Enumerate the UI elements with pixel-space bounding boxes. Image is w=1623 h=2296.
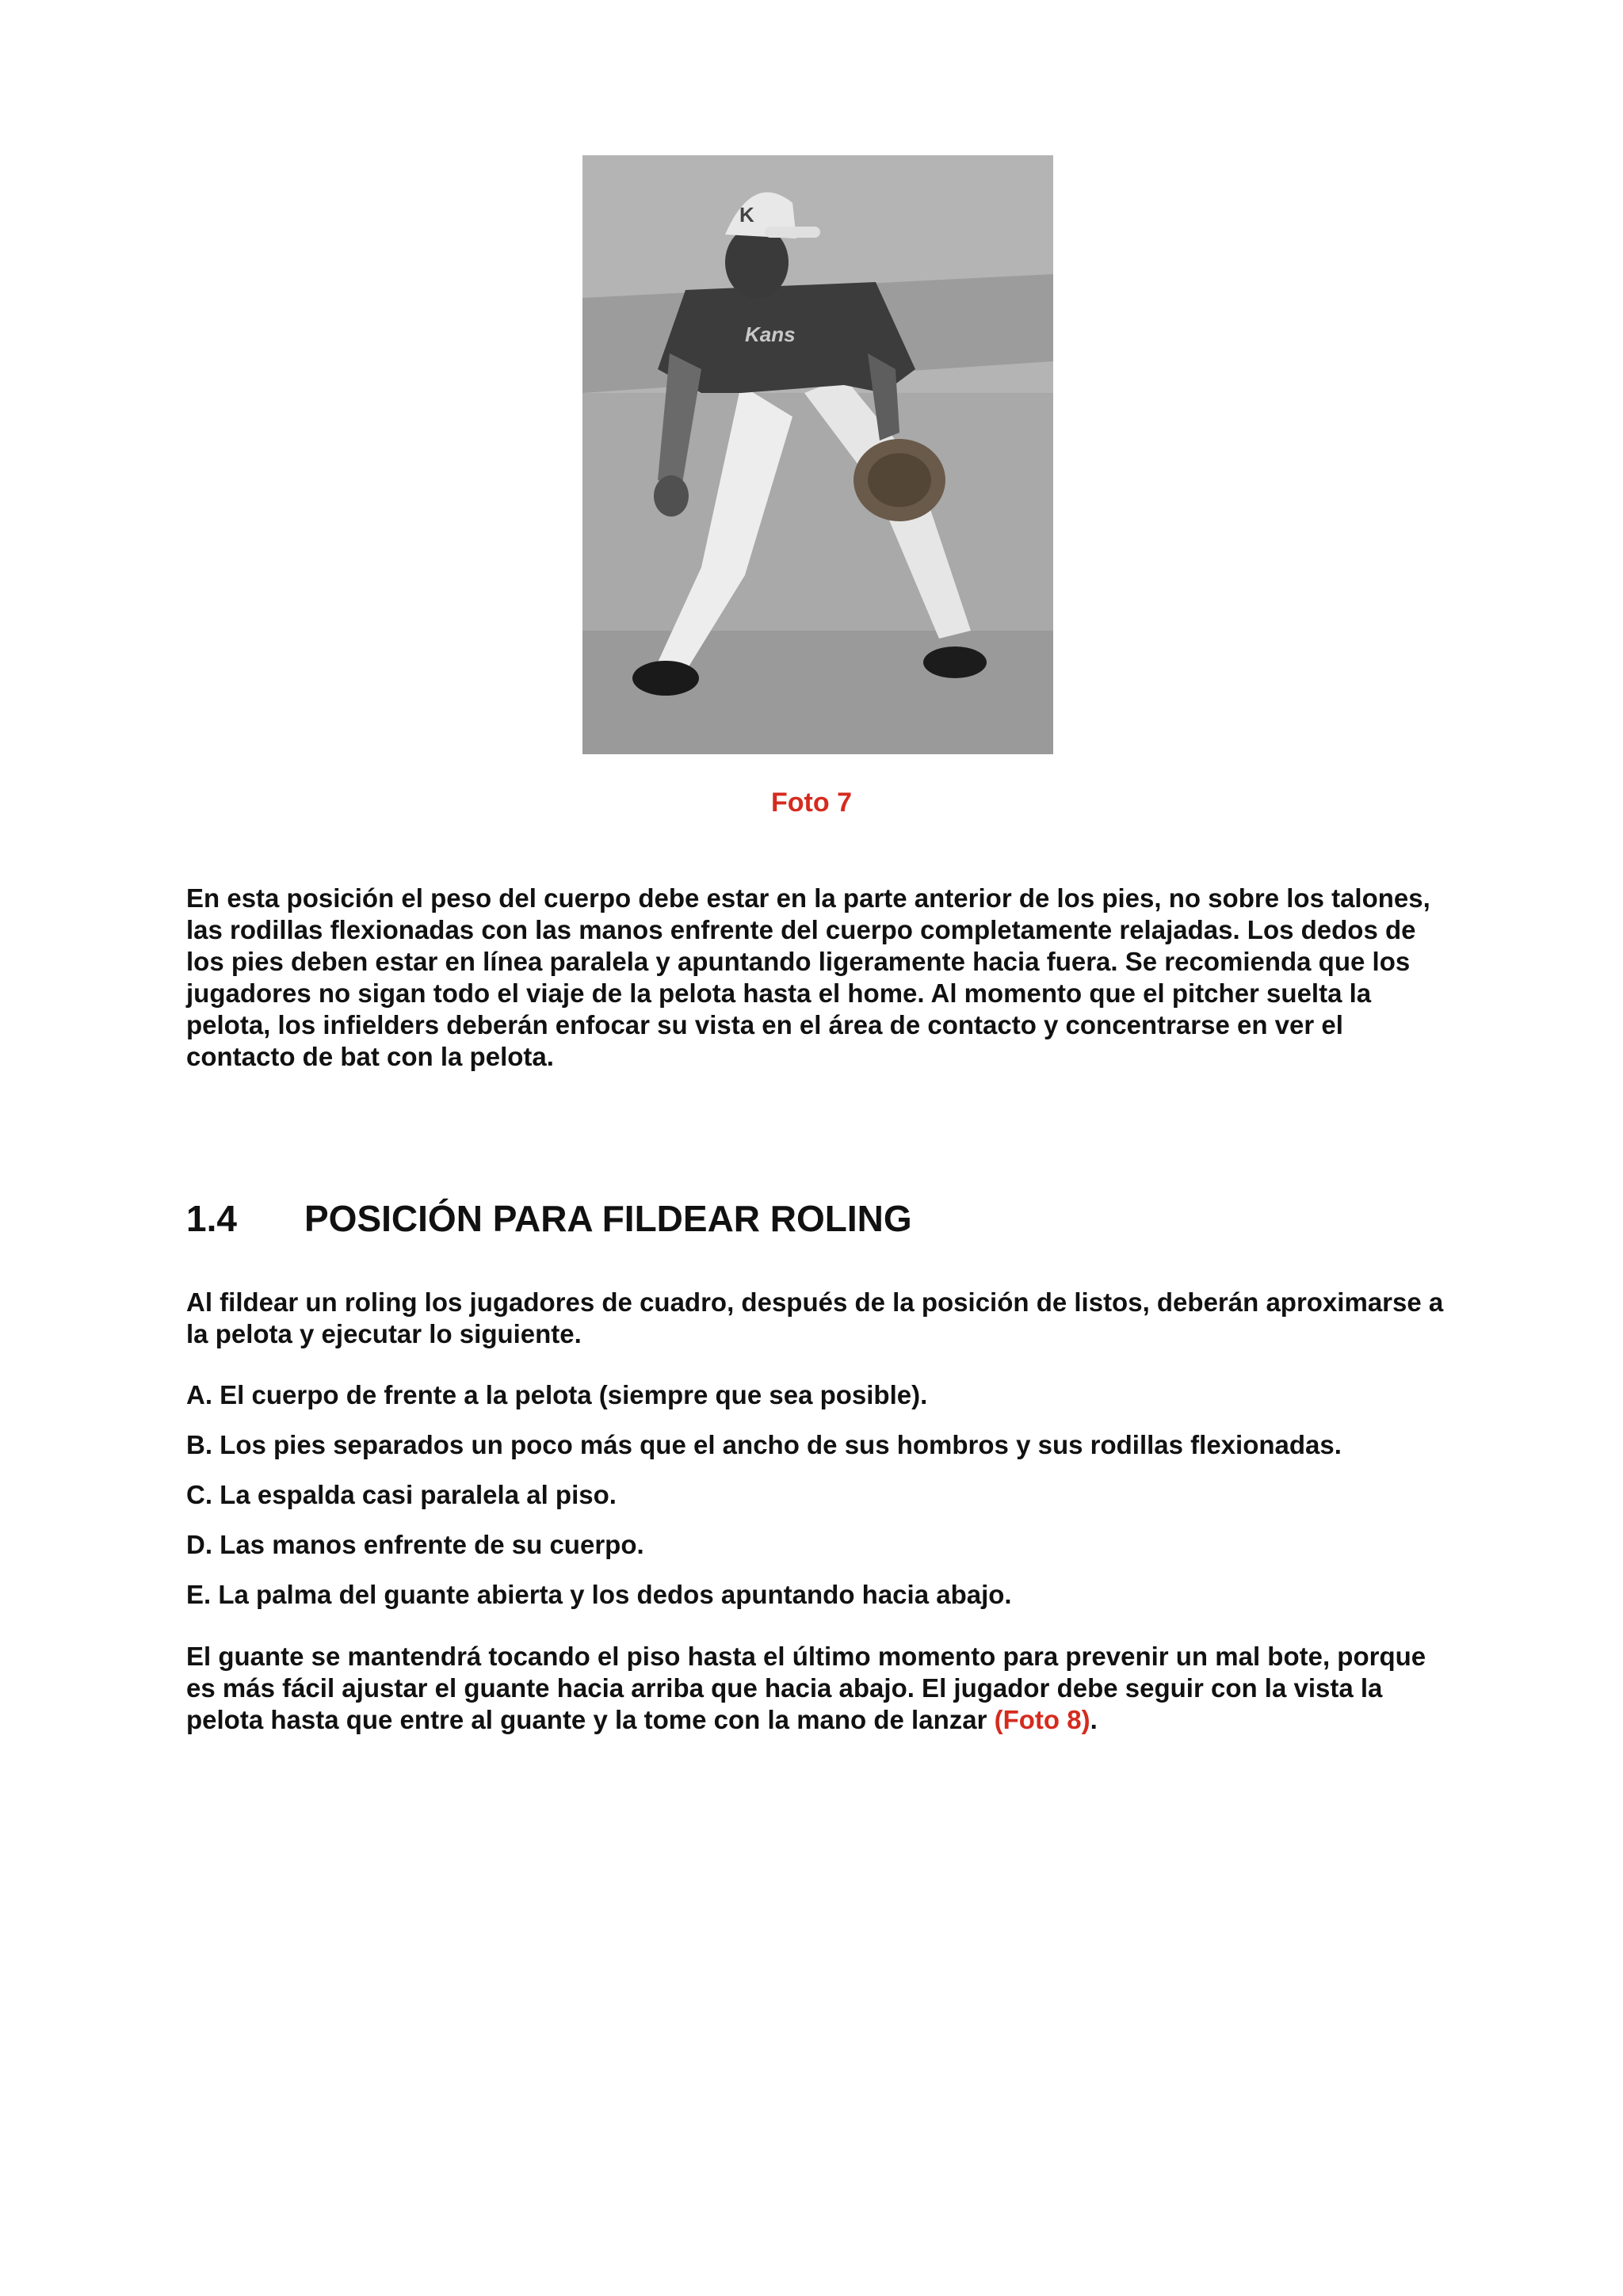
list-item: A. El cuerpo de frente a la pelota (siempre que sea posible). [186, 1380, 928, 1409]
section-heading [186, 1196, 912, 1241]
instruction-list [186, 1379, 1342, 1629]
photo-caption: Foto 7 [771, 788, 852, 818]
section-number: 1.4 [186, 1198, 237, 1239]
cap-logo: K [739, 203, 754, 227]
paragraph-ready-position: En esta posición el peso del cuerpo debe estar en la parte anterior de los pies, no sobre los talones, las rodillas flexionadas con las manos enfrente del cuerpo completamente relajadas. Los dedos de los pies deben estar en línea paralela y apuntando ligeramente hacia fuera. Se recomienda que los jugadores no sigan todo el viaje de la pelota hasta el home. Al momento que el pitcher suelta la pelota, los infielders deberán enfocar su vista en el área de contacto y concentrarse en ver el contacto de bat con la pelota. [186, 883, 1430, 1071]
section-title: POSICIÓN PARA FILDEAR ROLING [304, 1198, 912, 1239]
photo-reference-link: (Foto 8) [994, 1705, 1090, 1734]
paragraph-glove-text: El guante se mantendrá tocando el piso hasta el último momento para prevenir un mal bote, porque es más fácil ajustar el guante hacia arriba que hacia abajo. El jugador debe seguir con la vista la pelota hasta que entre al guante y la tome con la mano de lanzar [186, 1642, 1426, 1734]
paragraph-glove-end: . [1090, 1705, 1098, 1734]
jersey-text: Kans [745, 322, 796, 346]
list-item: E. La palma del guante abierta y los dedos apuntando hacia abajo. [186, 1580, 1012, 1609]
photo-baseball-player [582, 155, 1053, 754]
list-item: B. Los pies separados un poco más que el ancho de sus hombros y sus rodillas flexionadas. [186, 1430, 1342, 1459]
paragraph-glove [186, 1641, 1454, 1736]
list-item: C. La espalda casi paralela al piso. [186, 1480, 617, 1509]
list-item: D. Las manos enfrente de su cuerpo. [186, 1530, 644, 1559]
paragraph-intro: Al fildear un roling los jugadores de cuadro, después de la posición de listos, deberán aproximarse a la pelota y ejecutar lo siguiente. [186, 1287, 1444, 1348]
